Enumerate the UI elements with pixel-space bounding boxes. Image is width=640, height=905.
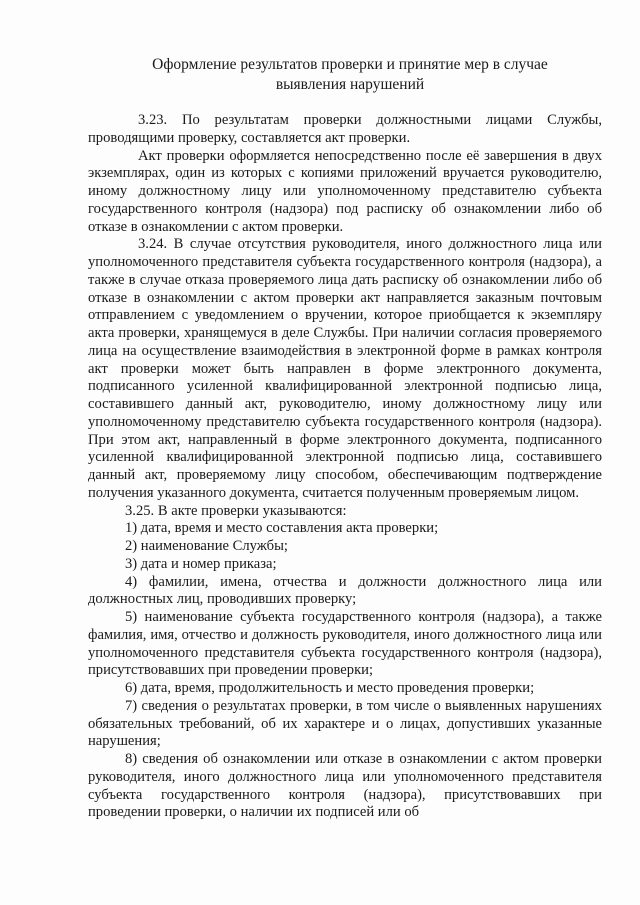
paragraph-3-24: 3.24. В случае отсутствия руководителя, иного должностного лица или уполномоченного представителя субъекта государственного контроля (надзора), а также в случае отказа проверяемого лица дать расписку об ознакомлении либо об отказе в ознакомлении с актом проверки акт направляется заказным почтовым отправлением с уведомлением о вручении, которое приобщается к экземпляру акта проверки, хранящемуся в деле Службы. При наличии согласия проверяемого лица на осуществление взаимодействия в электронной форме в рамках контроля акт проверки может быть направлен в форме электронного документа, подписанного усиленной квалифицированной электронной подписью лица, составившего данный акт, руководителю, иному должностному лицу или уполномоченному представителю субъекта государственного контроля (надзора). При этом акт, направленный в форме электронного документа, подписанного усиленной квалифицированной электронной подписью лица, составившего данный акт, проверяемому лицу способом, обеспечивающим подтверждение получения указанного документа, считается полученным проверяемым лицом. (88, 236, 602, 501)
document-title-line-1: Оформление результатов проверки и принятие мер в случае (152, 56, 548, 73)
paragraph-3-23: 3.23. По результатам проверки должностными лицами Службы, проводящими проверку, составляется акт проверки. (88, 112, 602, 146)
paragraph-act-formation: Акт проверки оформляется непосредственно после её завершения в двух экземплярах, один из которых с копиями приложений вручается руководителю, иному должностному лицу или уполномоченному представителю субъекта государственного контроля (надзора) под расписку об ознакомлении либо об отказе в ознакомлении с актом проверки. (88, 147, 602, 235)
list-item-6: 6) дата, время, продолжительность и место проведения проверки; (125, 680, 535, 696)
list-item-1: 1) дата, время и место составления акта проверки; (125, 520, 439, 537)
list-item-4: 4) фамилии, имена, отчества и должности должностного лица или должностных лиц, проводивших проверку; (88, 573, 602, 608)
list-item-2: 2) наименование Службы; (125, 538, 288, 554)
list-item-3: 3) дата и номер приказа; (125, 555, 277, 572)
document-body (88, 112, 602, 822)
document-title-line-2: выявления нарушений (275, 76, 425, 93)
list-item-7: 7) сведения о результатах проверки, в том числе о выявленных нарушениях обязательных требований, об их характере и о лицах, допустивших указанные нарушения; (88, 697, 602, 750)
list-item-5: 5) наименование субъекта государственного контроля (надзора), а также фамилия, имя, отчество и должность руководителя, иного должностного лица или уполномоченного представителя субъекта государственного контроля (надзора), присутствовавших при проведении проверки; (88, 609, 602, 679)
list-item-8: 8) сведения об ознакомлении или отказе в ознакомлении с актом проверки руководителя, иного должностного лица или уполномоченного представителя субъекта государственного контроля (надзора), присутствовавших при проведении проверки, о наличии их подписей или об (88, 751, 602, 821)
document-title (150, 55, 550, 95)
paragraph-3-25: 3.25. В акте проверки указываются: (125, 502, 347, 519)
